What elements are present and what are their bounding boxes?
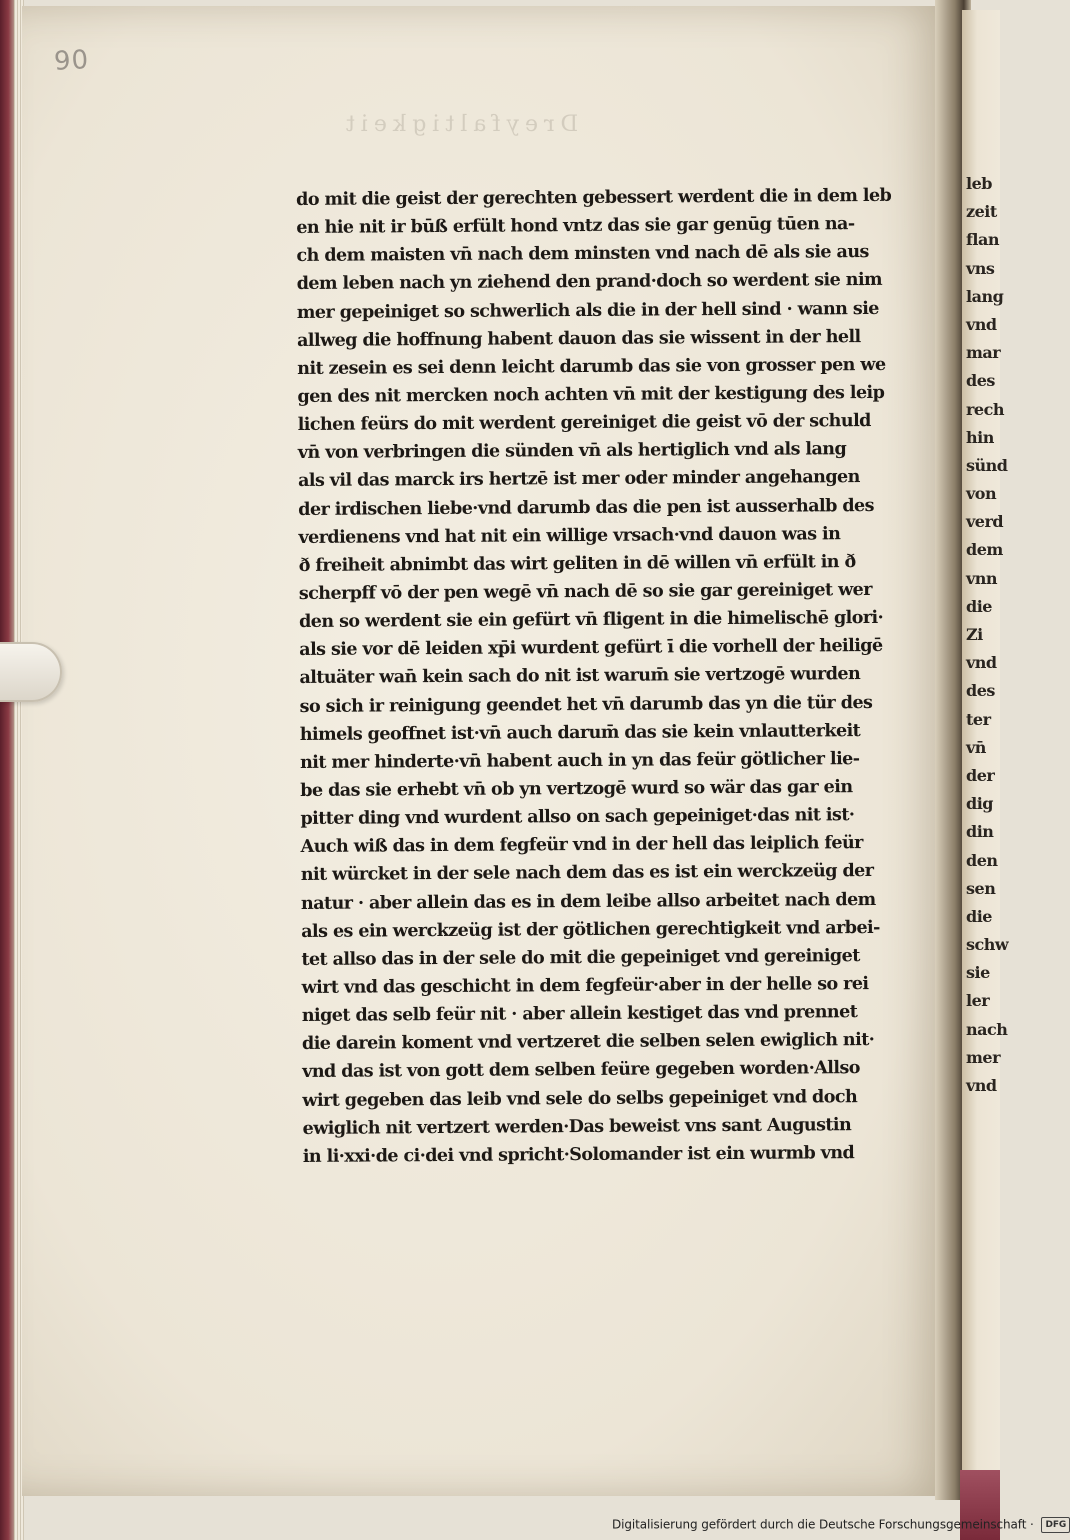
text-line: lichen feürs do mit werdent gereiniget die geist vō der schuld: [297, 410, 871, 436]
facing-fragment: zeit: [966, 202, 997, 222]
text-line: allweg die hoffnung habent dauon das sie wissent in der hell: [297, 325, 861, 351]
dfg-logo: DFG: [1041, 1517, 1070, 1533]
facing-fragment: der: [966, 765, 995, 785]
text-line: nit zesein es sei denn leicht darumb das sie von grosser pen we: [297, 353, 886, 379]
text-line: gen des nit mercken noch achten vn̄ mit der kestigung des leip: [297, 381, 885, 407]
text-line: Auch wiß das in dem fegfeür vnd in der hell das leiplich feür: [300, 832, 863, 858]
text-line: ch dem maisten vn̄ nach dem minsten vnd nach dē als sie aus: [296, 241, 869, 267]
text-line: niget das selb feür nit · aber allein kestiget das vnd prennet: [301, 1001, 858, 1027]
text-line: nit würcket in der sele nach dem das es ist ein werckzeüg der: [300, 860, 874, 886]
facing-fragment: vns: [966, 258, 995, 278]
text-line: nit mer hinderte·vn̄ habent auch in yn das feür götlicher lie-: [299, 747, 860, 773]
text-line: den so werdent sie ein gefürt vn̄ fligent in die himelischē glori·: [298, 607, 884, 633]
text-line: als es ein werckzeüg ist der götlichen gerechtigkeit vnd arbei-: [301, 916, 880, 942]
facing-fragment: schw: [966, 935, 1009, 955]
facing-fragment: vnd: [966, 653, 997, 673]
folio-number: 90: [53, 45, 90, 77]
facing-fragment: ter: [966, 709, 991, 729]
facing-fragment: mer: [966, 1047, 1001, 1067]
facing-fragment: verd: [966, 512, 1004, 532]
text-line: altuäter wan̄ kein sach do nit ist warum̄ sie vertzogē wurden: [299, 663, 861, 689]
facing-fragment: vn̄: [966, 737, 986, 757]
facing-fragment: lang: [966, 286, 1004, 306]
text-line: so sich ir reinigung geendet het vn̄ darumb das yn die tür des: [299, 691, 873, 717]
facing-fragment: die: [966, 596, 992, 616]
left-binding-edge: [0, 0, 14, 1540]
facing-fragment: sünd: [966, 455, 1008, 475]
text-line: mer gepeiniget so schwerlich als die in der hell sind · wann sie: [296, 297, 879, 323]
facing-fragment: sie: [966, 963, 990, 983]
facing-fragment: dem: [966, 540, 1003, 560]
text-line: wirt vnd das geschicht in dem fegfeür·aber in der helle so rei: [301, 972, 869, 998]
text-line: ð freiheit abnimbt das wirt geliten in dē willen vn̄ erfült in ð: [298, 550, 856, 576]
text-line: himels geoffnet ist·vn̄ auch darum̄ das sie kein vnlautterkeit: [299, 719, 861, 745]
text-line: vn̄ von verbringen die sünden vn̄ als hertiglich vnd als lang: [297, 438, 847, 464]
text-line: in li·xxi·de ci·dei vnd spricht·Solomander ist ein wurmb vnd: [302, 1141, 855, 1167]
text-line: als vil das marck irs hertzē ist mer oder minder angehangen: [297, 466, 860, 492]
facing-fragment: nach: [966, 1019, 1008, 1039]
facing-fragment: Zi: [966, 625, 983, 644]
digitization-credit-footer: [612, 1517, 1070, 1537]
facing-fragment: vnn: [966, 568, 998, 588]
text-line: die darein koment vnd vertzeret die selben selen ewiglich nit·: [301, 1029, 875, 1055]
text-line: der irdischen liebe·vnd darumb das die pen ist ausserhalb des: [298, 494, 874, 520]
text-line: tet allso das in der sele do mit die gepeiniget vnd gereiniget: [301, 944, 860, 970]
running-head-bleed-through: Dreyfaltigkeit: [340, 112, 579, 137]
blackletter-text-block: [296, 182, 943, 1171]
facing-fragment: des: [966, 681, 995, 701]
facing-fragment: din: [966, 822, 994, 842]
facing-fragment: von: [966, 484, 997, 504]
facing-fragment: des: [966, 371, 995, 391]
text-line: als sie vor dē leiden xp̄i wurdent gefürt ī die vorhell der heiligē: [299, 635, 883, 661]
text-line: vnd das ist von gott dem selben feüre gegeben worden·Allso: [302, 1057, 860, 1083]
facing-page-text-fragments: [966, 170, 1009, 1100]
facing-fragment: die: [966, 906, 992, 926]
page-clip: [0, 642, 62, 702]
text-line: do mit die geist der gerechten gebessert werdent die in dem leb: [296, 184, 892, 210]
facing-fragment: flan: [966, 230, 999, 250]
facing-fragment: ler: [966, 991, 990, 1011]
text-line: be das sie erhebt vn̄ ob yn vertzogē wurd so wär das gar ein: [300, 776, 853, 801]
facing-fragment: hin: [966, 427, 994, 447]
text-line: verdienens vnd hat nit ein willige vrsach·vnd dauon was in: [298, 522, 841, 548]
text-line: en hie nit ir būß erfült hond vntz das sie gar genūg tūen na-: [296, 213, 855, 239]
text-line: pitter ding vnd wurdent allso on sach gepeiniget·das nit ist·: [300, 804, 855, 830]
facing-fragment: vnd: [966, 1076, 997, 1095]
facing-fragment: leb: [966, 174, 992, 193]
facing-fragment: den: [966, 850, 998, 870]
text-line: wirt gegeben das leib vnd sele do selbs gepeiniget vnd doch: [302, 1085, 858, 1111]
text-line: natur · aber allein das es in dem leibe allso arbeitet nach dem: [300, 888, 876, 914]
text-line: ewiglich nit vertzert werden·Das beweist vns sant Augustin: [302, 1113, 852, 1139]
facing-fragment: dig: [966, 794, 993, 814]
facing-fragment: rech: [966, 399, 1004, 419]
facing-fragment: mar: [966, 343, 1001, 363]
text-line: scherpff vō der pen wegē vn̄ nach dē so sie gar gereiniget wer: [298, 578, 872, 604]
text-line: dem leben nach yn ziehend den prand·doch so werdent sie nim: [296, 269, 883, 295]
facing-fragment: sen: [966, 878, 996, 898]
facing-fragment: vnd: [966, 314, 997, 334]
funding-credit-text: Digitalisierung gefördert durch die Deutsche Forschungsgemeinschaft ·: [612, 1517, 1034, 1532]
